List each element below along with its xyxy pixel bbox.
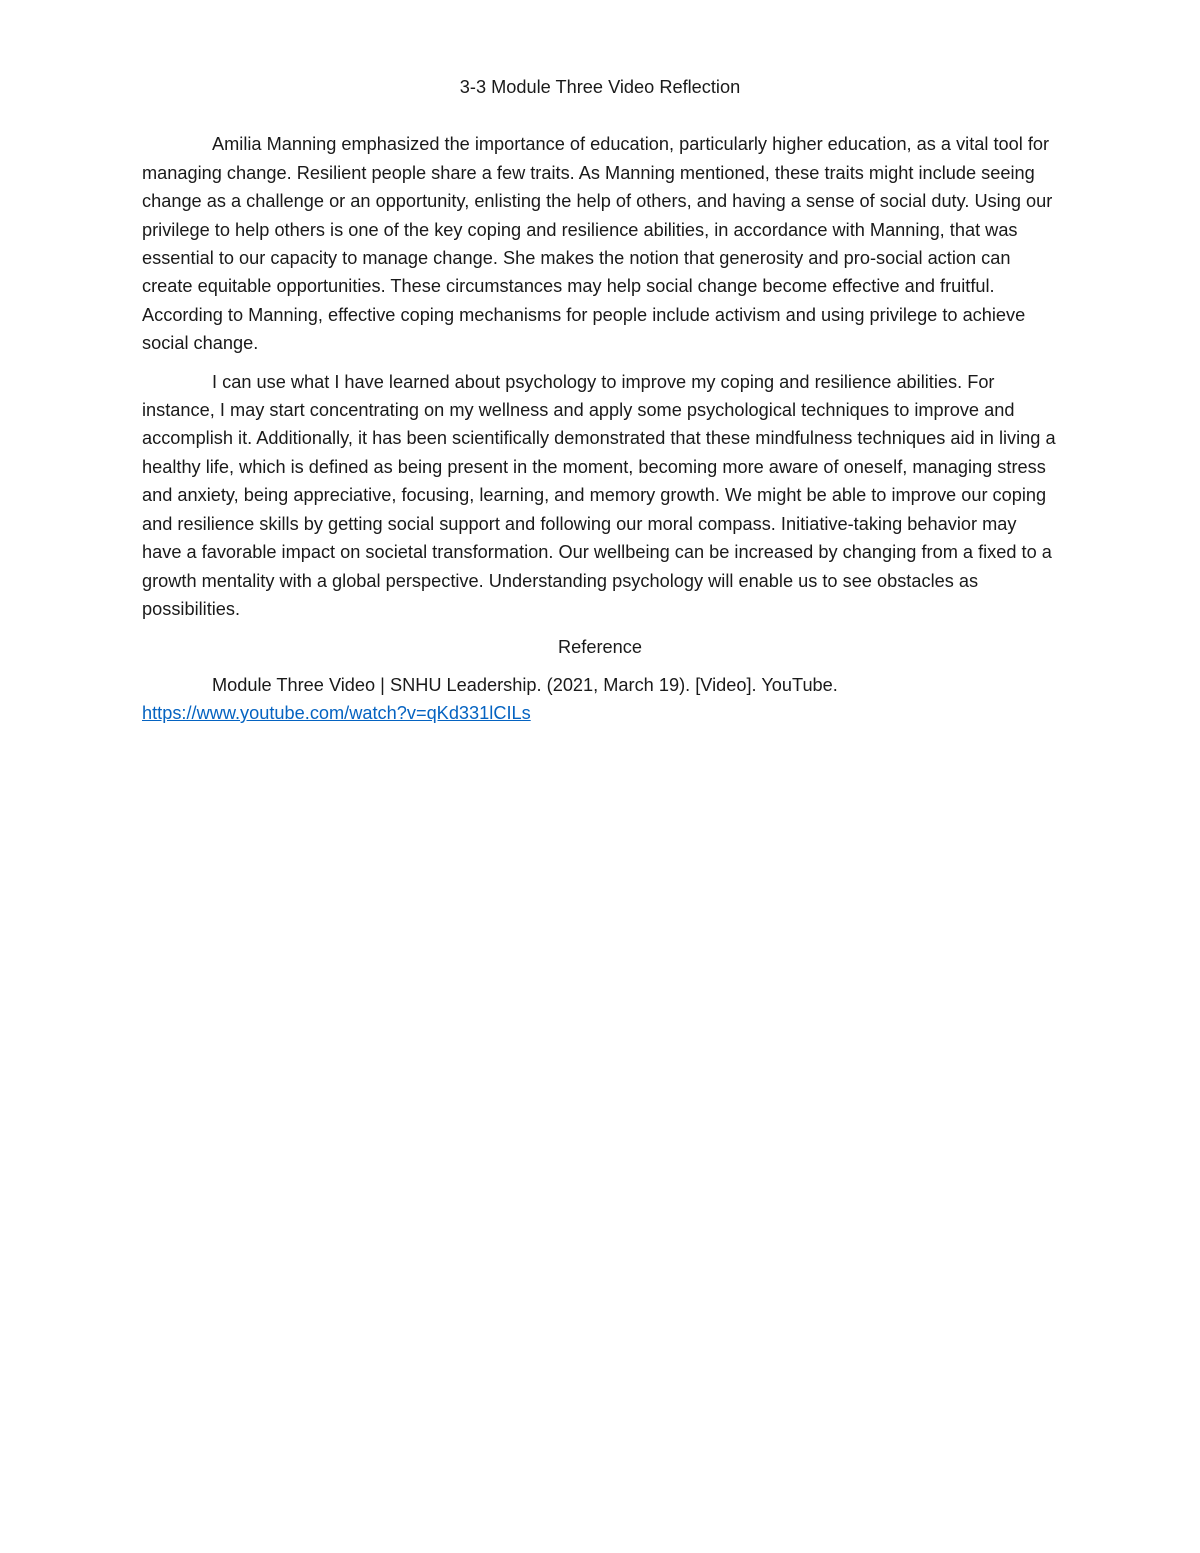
document-title: 3-3 Module Three Video Reflection (459, 77, 741, 97)
body-paragraph-1: Amilia Manning emphasized the importance of education, particularly higher education, as a vital tool for managing change. Resilient people share a few traits. As Manning mentioned, these traits might include seeing change as a challenge or an opportunity, enlisting the help of others, and having a sense of social duty. Using our privilege to help others is one of the key coping and resilience abilities, in accordance with Manning, that was essential to our capacity to manage change. She makes the notion that generosity and pro-social action can create equitable opportunities. These circumstances may help social change become effective and fruitful. According to Manning, effective coping mechanisms for people include activism and using privilege to achieve social change. (142, 134, 1053, 354)
reference-heading: Reference (558, 637, 642, 658)
reference-link[interactable]: https://www.youtube.com/watch?v=qKd331lCILs (142, 703, 531, 724)
body-paragraph-2: I can use what I have learned about psychology to improve my coping and resilience abilities. For instance, I may start concentrating on my wellness and apply some psychological techniques to improve and accomplish it. Additionally, it has been scientifically demonstrated that these mindfulness techniques aid in living a healthy life, which is defined as being present in the moment, becoming more aware of oneself, managing stress and anxiety, being appreciative, focusing, learning, and memory growth. We might be able to improve our coping and resilience skills by getting social support and following our moral compass. Initiative-taking behavior may have a favorable impact on societal transformation. Our wellbeing can be increased by changing from a fixed to a growth mentality with a global perspective. Understanding psychology will enable us to see obstacles as possibilities. (142, 371, 1056, 619)
reference-citation: Module Three Video | SNHU Leadership. (2021, March 19). [Video]. YouTube. (212, 674, 838, 695)
reference-entry (142, 671, 1058, 728)
document-body (142, 73, 1058, 728)
